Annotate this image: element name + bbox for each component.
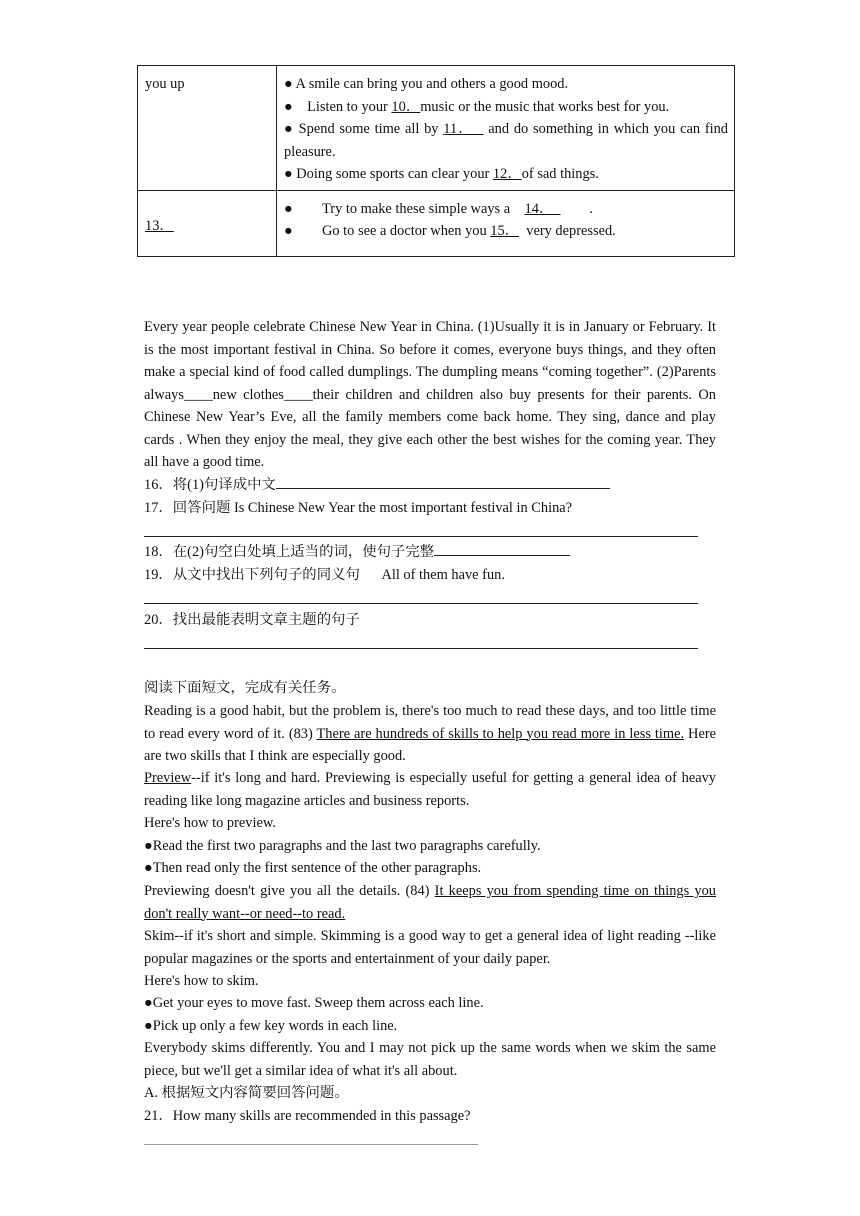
question-text: 16．将(1)句译成中文 [144, 477, 276, 493]
blank-14[interactable]: 14． [524, 200, 561, 217]
line-text: Try to make these simple ways a [322, 200, 525, 217]
question-21: 21．How many skills are recommended in this passage? [144, 1108, 471, 1124]
paragraph: Here's how to skim. [144, 973, 259, 989]
question-19: 19．从文中找出下列句子的同义句 All of them have fun. [144, 567, 505, 583]
paragraph: Everybody skims differently. You and I may not pick up the same words when we skim the same piece, but we'll get a similar idea of what it's all about. [144, 1040, 716, 1079]
blank-12[interactable]: 12． [492, 166, 522, 182]
question-text: 18．在(2)句空白处填上适当的词，使句子完整 [144, 544, 435, 560]
text: Here are two skills that I think are especially good. [144, 725, 717, 764]
line-text: ● Spend some time all by [284, 121, 444, 137]
question-17: 17．回答问题 Is Chinese New Year the most important festival in China? [144, 500, 573, 516]
answer-line[interactable] [144, 1144, 478, 1145]
answer-line[interactable] [144, 536, 698, 537]
line-text: ● Listen to your [284, 98, 392, 115]
answer-line[interactable] [144, 603, 698, 604]
line-text: . [560, 200, 593, 217]
bullet-line [284, 96, 728, 119]
list-item: ●Then read only the first sentence of the other paragraphs. [144, 860, 482, 876]
table-cell-left [138, 66, 277, 191]
text: --if it's long and hard. Previewing is especially useful for getting a general idea of heavy reading like long magazine articles and business reports. [144, 770, 716, 809]
question-16 [144, 474, 716, 497]
bullet-line [284, 118, 732, 163]
line-text: music or the music that works best for you. [420, 98, 670, 115]
blank-10[interactable]: 10． [391, 98, 421, 115]
underlined-word: Preview [144, 770, 192, 786]
table-cell-left [138, 190, 277, 256]
question-20: 20．找出最能表明文章主题的句子 [144, 612, 360, 628]
answer-blank[interactable] [276, 474, 610, 489]
table-cell-right [277, 66, 735, 191]
line-text: ● Doing some sports can clear your [284, 166, 493, 182]
cell-label: you up [145, 76, 185, 92]
bullet-icon: ● [284, 200, 293, 217]
answer-blank[interactable] [434, 541, 570, 556]
line-text: Go to see a doctor when you [322, 223, 491, 239]
list-item: ●Read the first two paragraphs and the last two paragraphs carefully. [144, 838, 541, 854]
bullet-line [284, 73, 728, 96]
table-cell-right [277, 190, 735, 256]
answer-line[interactable] [144, 648, 698, 649]
list-item: ●Get your eyes to move fast. Sweep them across each line. [144, 995, 484, 1011]
instruction: 阅读下面短文，完成有关任务。 [144, 680, 346, 696]
blank-11[interactable]: 11． [443, 121, 484, 137]
paragraph [144, 700, 716, 768]
line-text: very depressed. [519, 223, 616, 239]
list-item: ●Pick up only a few key words in each line. [144, 1018, 398, 1034]
passage-1: Every year people celebrate Chinese New Year in China. (1)Usually it is in January or February. It is the most important festival in China. So before it comes, everyone buys things, and they often make a special kind of food called dumplings. The dumpling means “coming together”. (2)Parents always____new clothes____their children and children also buy presents for their parents. On Chinese New Year’s Eve, all the family members come back home. They sing, dance and play cards . When they enjoy the meal, they give each other the best wishes for the coming year. They all have a good time. [144, 319, 716, 470]
paragraph: Skim--if it's short and simple. Skimming is a good way to get a general idea of light reading --like popular magazines or the sports and entertainment of your daily paper. [144, 928, 716, 967]
paragraph [144, 767, 716, 812]
blank-15[interactable]: 15． [490, 223, 520, 239]
bullet-icon: ● [284, 223, 293, 239]
outline-table [137, 65, 735, 257]
line-text: and do something in which you can find pleasure. [284, 121, 732, 160]
text: Reading is a good habit, but the problem is, there's too much to read these days, and too little time to read every word of it. (83) [144, 703, 716, 742]
section-heading: A. 根据短文内容简要回答问题。 [144, 1085, 349, 1101]
question-18 [144, 541, 716, 564]
bullet-line [284, 220, 728, 243]
table-row [138, 190, 735, 256]
paragraph [144, 880, 716, 925]
line-text: ● A smile can bring you and others a good mood. [284, 76, 569, 92]
underlined-sentence-84: It keeps you from spending time on things you don't really want--or need--to read. [144, 883, 716, 922]
bullet-line [284, 163, 728, 186]
paragraph: Here's how to preview. [144, 815, 276, 831]
line-text: of sad things. [521, 166, 599, 182]
blank-13[interactable]: 13． [145, 218, 174, 235]
bullet-line [284, 198, 728, 221]
text: Previewing doesn't give you all the details. (84) [144, 883, 435, 899]
underlined-sentence-83: There are hundreds of skills to help you read more in less time. [316, 725, 685, 742]
table-row [138, 66, 735, 191]
